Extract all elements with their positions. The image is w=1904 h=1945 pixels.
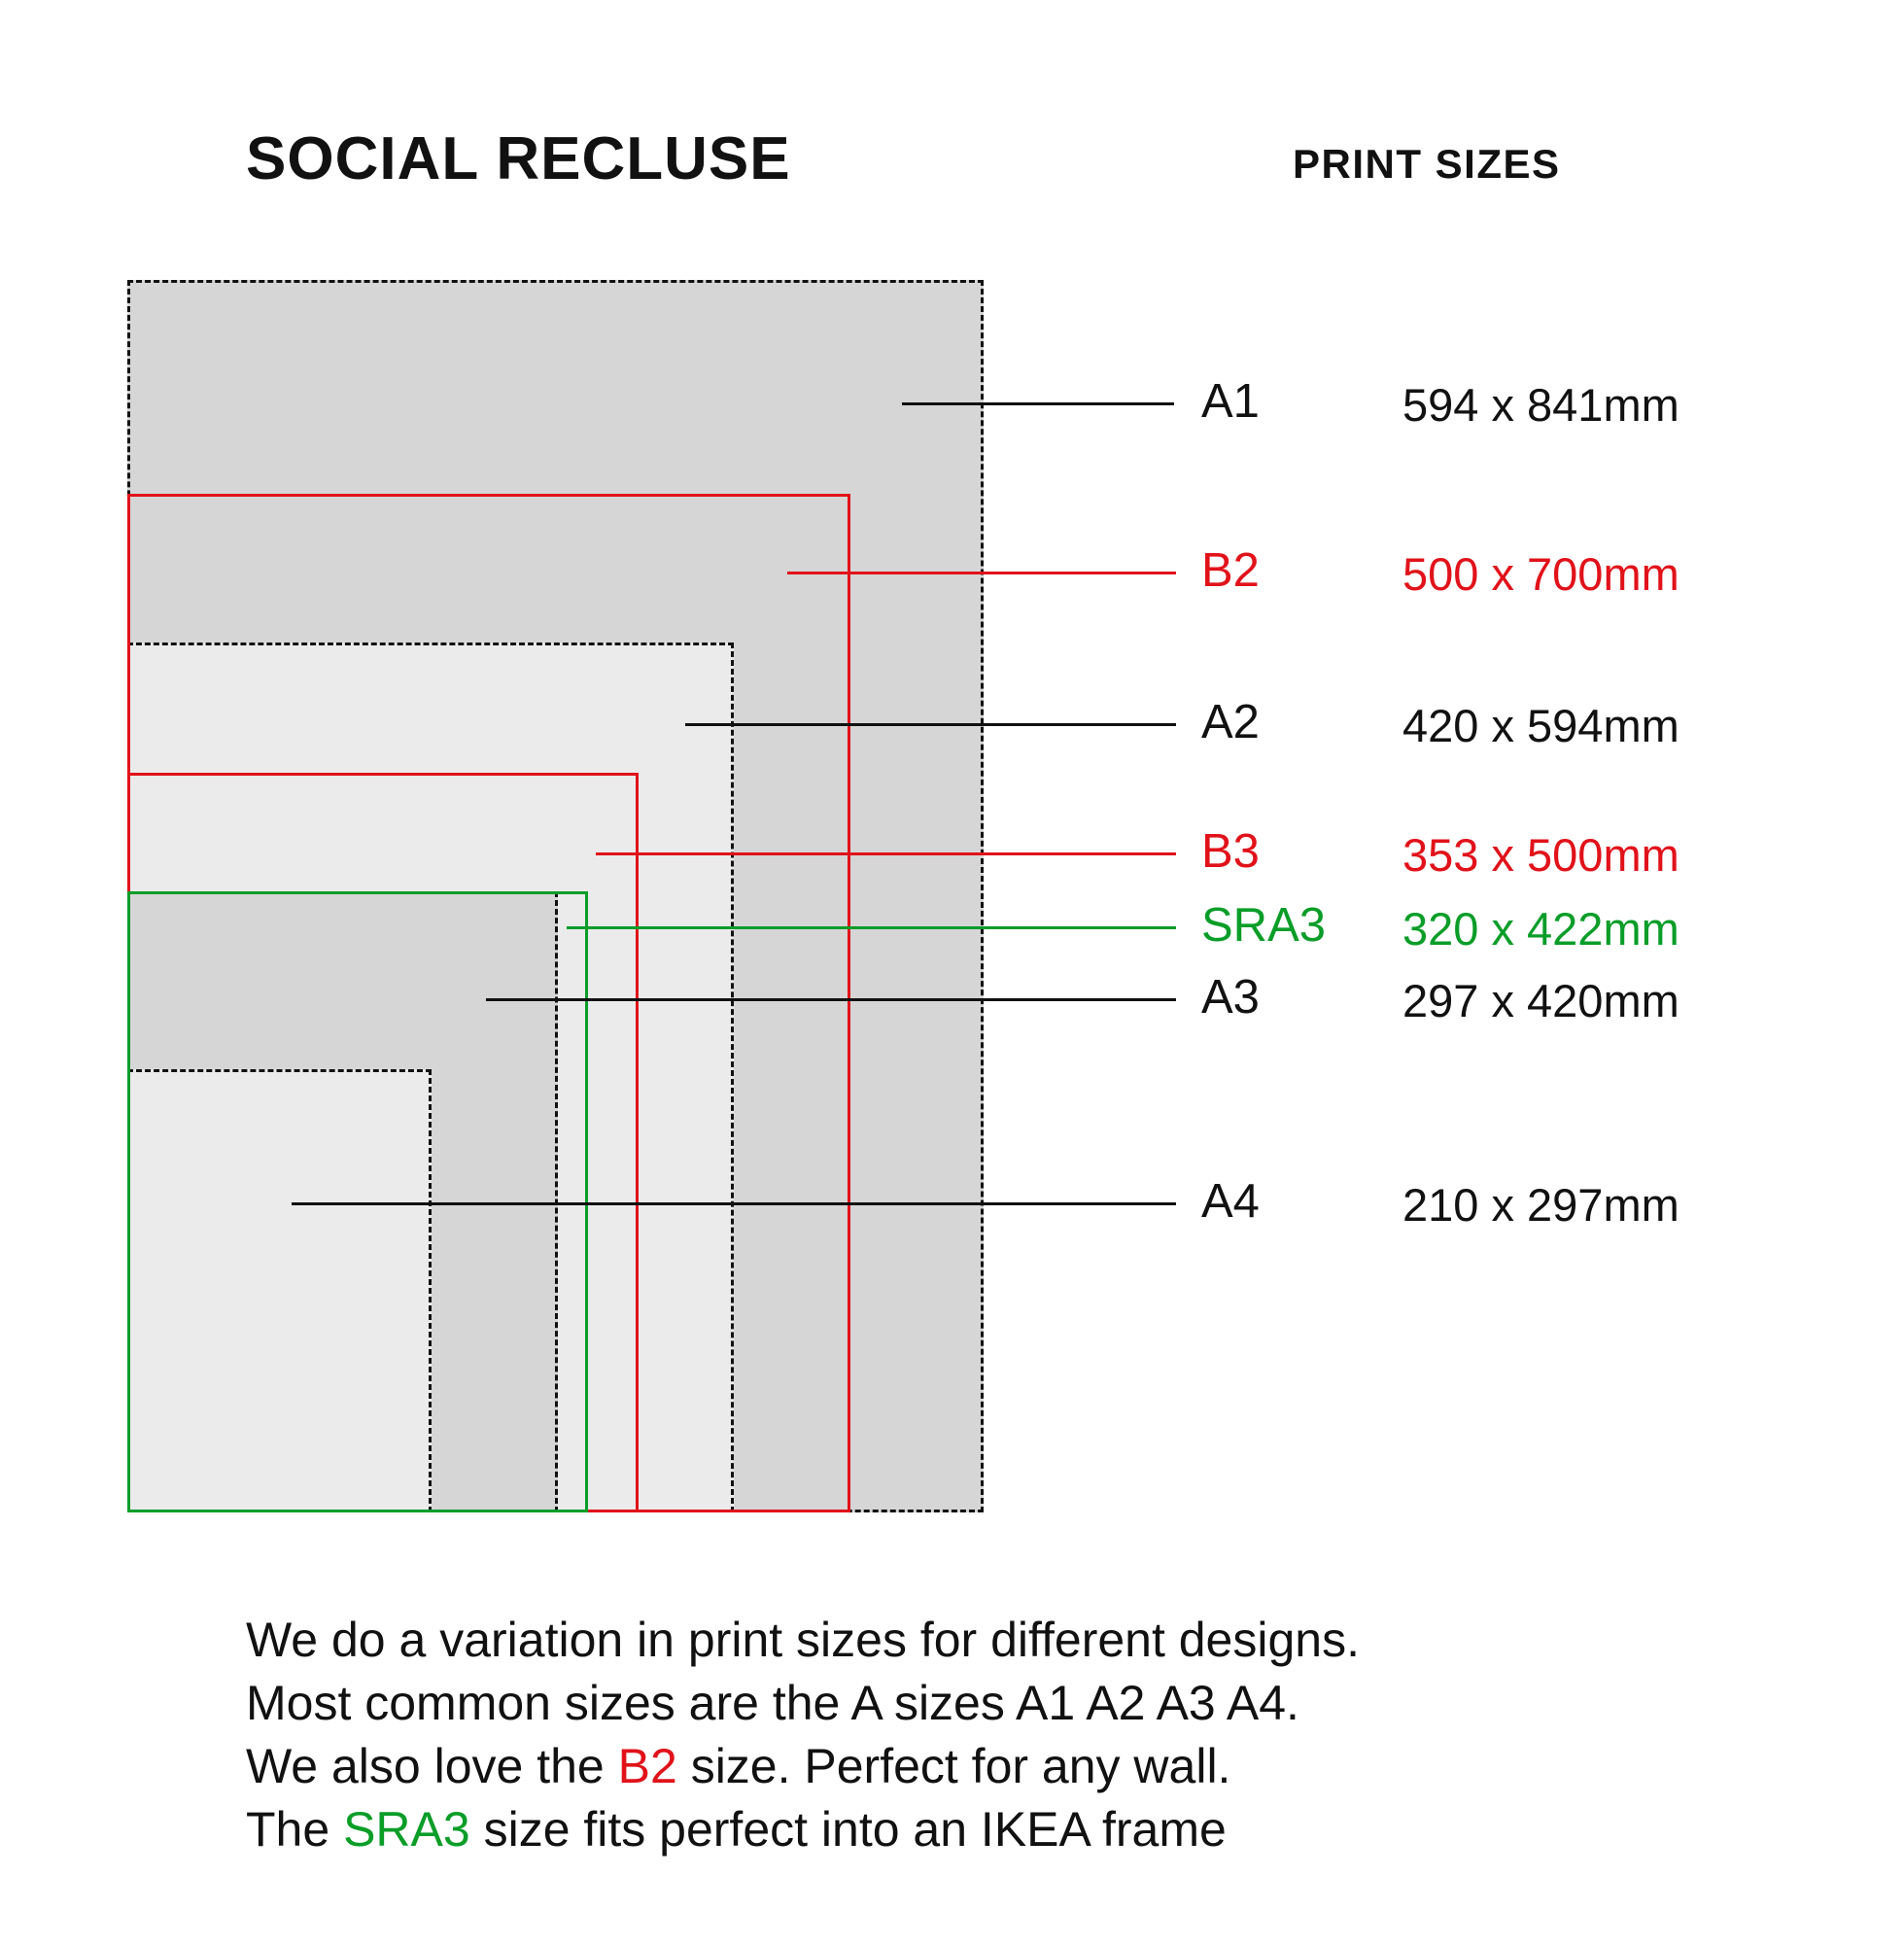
leader-line-a2 xyxy=(685,723,1176,726)
leader-line-b2 xyxy=(787,572,1176,574)
footer-line-1: We do a variation in print sizes for different designs. xyxy=(246,1613,1360,1667)
size-label-a1: A1 xyxy=(1201,375,1260,428)
footer-description xyxy=(246,1609,1762,1861)
size-dims-a4: 210 x 297mm xyxy=(1402,1179,1679,1231)
footer-line-4-part-c: size fits perfect into an IKEA frame xyxy=(469,1802,1227,1857)
size-dims-sra3: 320 x 422mm xyxy=(1402,903,1679,955)
size-label-b2: B2 xyxy=(1201,544,1260,597)
leader-line-a3 xyxy=(486,998,1176,1001)
leader-line-a1 xyxy=(902,402,1174,405)
size-label-sra3: SRA3 xyxy=(1201,899,1327,952)
footer-line-4-part-a: The xyxy=(246,1802,344,1857)
size-label-a4: A4 xyxy=(1201,1175,1260,1228)
footer-line-3 xyxy=(246,1735,1762,1798)
section-title: PRINT SIZES xyxy=(1293,141,1561,187)
size-dims-b2: 500 x 700mm xyxy=(1402,548,1679,600)
size-label-a3: A3 xyxy=(1201,971,1260,1024)
footer-highlight-sra3: SRA3 xyxy=(343,1802,470,1857)
footer-line-3-part-a: We also love the xyxy=(246,1739,618,1793)
size-dims-b3: 353 x 500mm xyxy=(1402,829,1679,881)
size-dims-a1: 594 x 841mm xyxy=(1402,379,1679,431)
size-label-b3: B3 xyxy=(1201,825,1260,878)
size-dims-a3: 297 x 420mm xyxy=(1402,975,1679,1026)
footer-highlight-b2: B2 xyxy=(617,1739,677,1793)
leader-line-sra3 xyxy=(567,926,1176,929)
size-label-a2: A2 xyxy=(1201,696,1260,748)
size-dims-a2: 420 x 594mm xyxy=(1402,700,1679,751)
leader-line-b3 xyxy=(596,852,1176,855)
footer-line-3-part-c: size. Perfect for any wall. xyxy=(676,1739,1231,1793)
footer-line-4 xyxy=(246,1798,1762,1861)
footer-line-2: Most common sizes are the A sizes A1 A2 A3 A4. xyxy=(246,1676,1299,1730)
leader-line-a4 xyxy=(292,1202,1176,1205)
page-title: SOCIAL RECLUSE xyxy=(246,125,791,192)
